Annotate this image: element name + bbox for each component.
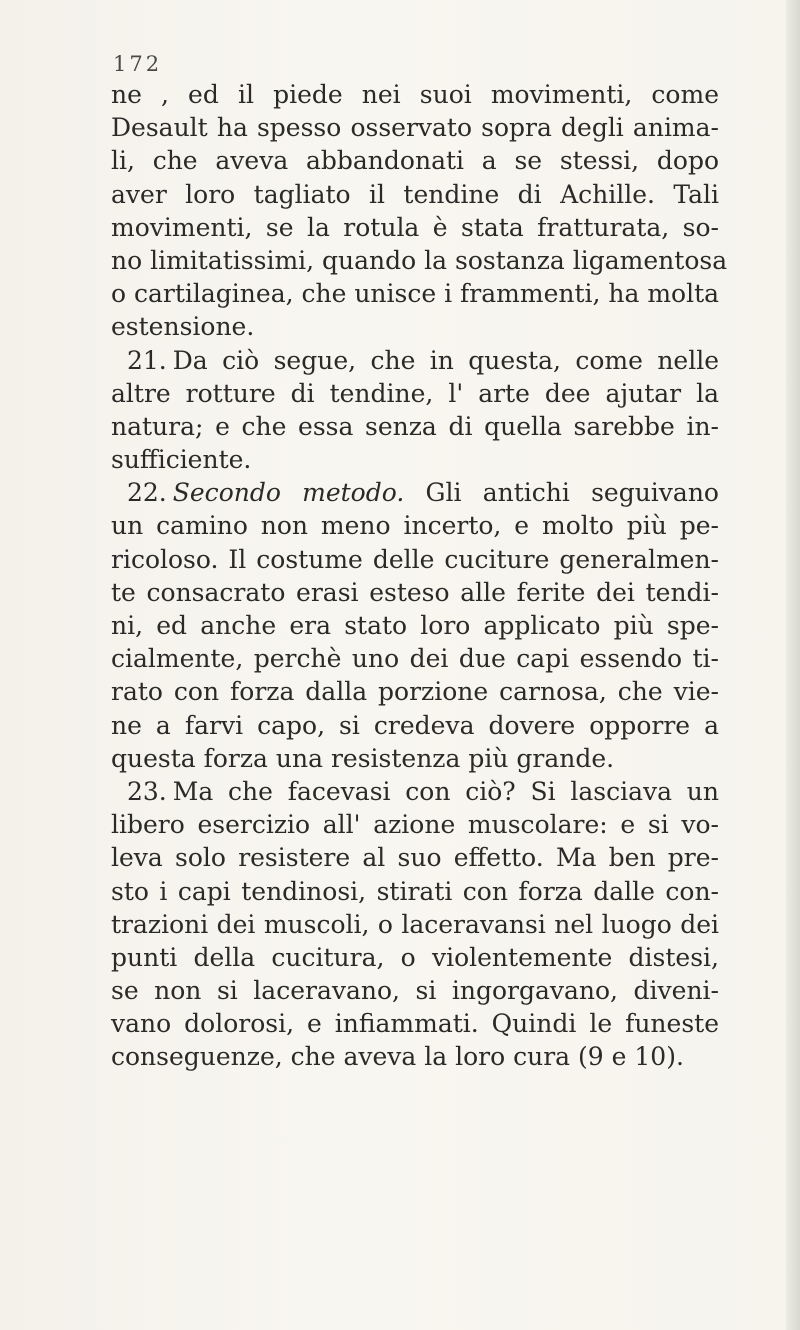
text-line: Da ciò segue, che in questa, come nelle bbox=[172, 345, 719, 375]
paragraph-first-line bbox=[111, 344, 719, 377]
text-line: ni, ed anche era stato loro applicato più spe- bbox=[111, 611, 719, 640]
paragraph-number: 23. bbox=[127, 776, 167, 806]
text-line: estensione. bbox=[111, 312, 255, 342]
text-line: rato con forza dalla porzione carnosa, che vie- bbox=[111, 677, 719, 707]
text-line: sto i capi tendinosi, stirati con forza dalle con- bbox=[111, 876, 719, 906]
text-line: conseguenze, che aveva la loro cura (9 e 10). bbox=[111, 1042, 684, 1072]
text-line: movimenti, se la rotula è stata fratturata, so- bbox=[111, 212, 719, 242]
paragraph-number: 21. bbox=[127, 345, 167, 375]
text-line: un camino non meno incerto, e molto più pe- bbox=[111, 511, 719, 541]
text-line: te consacrato erasi esteso alle ferite dei tendi- bbox=[111, 577, 719, 607]
text-line: o cartilaginea, che unisce i frammenti, ha molta bbox=[111, 279, 720, 309]
text-line: sufficiente. bbox=[111, 445, 252, 475]
text-line: Gli antichi seguivano bbox=[425, 478, 719, 508]
text-line: leva solo resistere al suo effetto. Ma ben pre- bbox=[111, 843, 719, 873]
text-line: Desault ha spesso osservato sopra degli anima- bbox=[111, 113, 719, 143]
text-line: punti della cucitura, o violentemente distesi, bbox=[111, 942, 719, 972]
paragraph-first-line bbox=[111, 476, 719, 509]
text-line: trazioni dei muscoli, o laceravansi nel luogo dei bbox=[111, 909, 719, 939]
text-line: cialmente, perchè uno dei due capi essendo ti- bbox=[111, 644, 719, 674]
text-line: se non si laceravano, si ingorgavano, diveni- bbox=[111, 976, 719, 1006]
text-line: natura; e che essa senza di quella sarebbe in- bbox=[111, 411, 719, 441]
page-edge-shadow bbox=[786, 0, 800, 1330]
text-line: questa forza una resistenza più grande. bbox=[111, 743, 615, 773]
text-line: libero esercizio all' azione muscolare: e si vo- bbox=[111, 810, 719, 840]
text-line: ne , ed il piede nei suoi movimenti, come bbox=[111, 80, 719, 109]
text-line: ne a farvi capo, si credeva dovere opporre a bbox=[111, 710, 719, 740]
text-line: aver loro tagliato il tendine di Achille. Tali bbox=[111, 179, 719, 209]
text-line: no limitatissimi, quando la sostanza ligamentosa bbox=[111, 245, 728, 275]
text-line: vano dolorosi, e infiammati. Quindi le funeste bbox=[111, 1009, 719, 1039]
text-line: altre rotture di tendine, l' arte dee ajutar la bbox=[111, 378, 719, 408]
body-text bbox=[111, 78, 728, 1074]
paragraph-first-line bbox=[111, 775, 719, 808]
text-line: li, che aveva abbandonati a se stessi, dopo bbox=[111, 146, 719, 176]
paragraph-number: 22. bbox=[127, 478, 167, 508]
section-title: Secondo metodo. bbox=[172, 478, 405, 508]
page-number: 172 bbox=[113, 52, 163, 76]
text-line: Ma che facevasi con ciò? Si lasciava un bbox=[172, 776, 719, 806]
text-line: ricoloso. Il costume delle cuciture generalmen- bbox=[111, 544, 719, 574]
